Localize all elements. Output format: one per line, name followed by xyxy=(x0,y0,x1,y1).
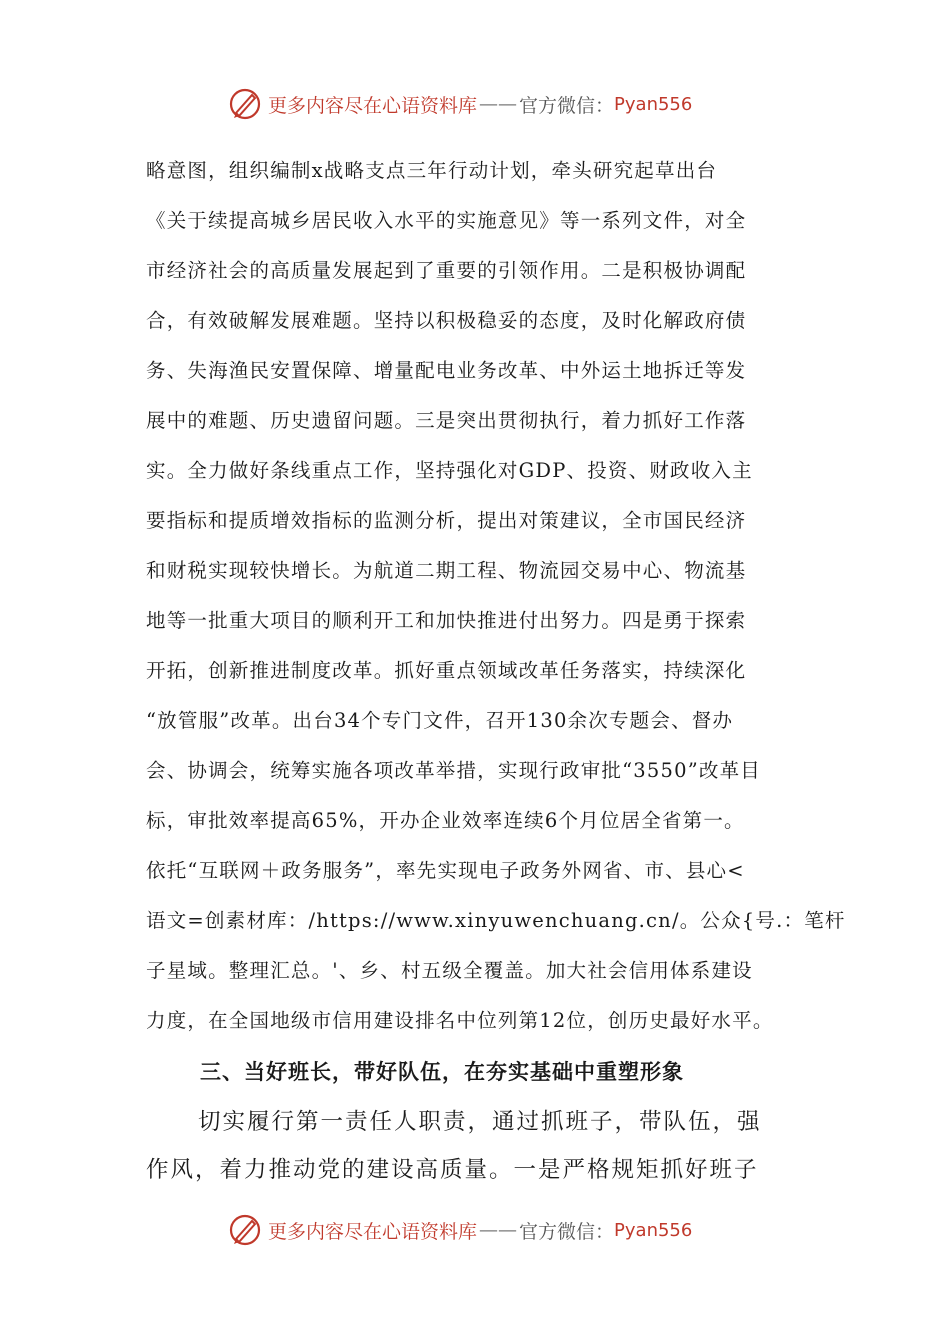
body-line: 语文=创素材库：/https://www.xinyuwenchuang.cn/。公众{号.：笔杆 xyxy=(146,909,846,932)
body-line: “放管服”改革。出台34个专门文件，召开130余次专题会、督办 xyxy=(146,709,734,732)
body-line: 展中的难题、历史遗留问题。三是突出贯彻执行，着力抓好工作落 xyxy=(146,409,747,432)
watermark-handle: Pyan556 xyxy=(614,1219,693,1241)
watermark-separator: —— xyxy=(479,1219,518,1241)
body-line: 和财税实现较快增长。为航道二期工程、物流园交易中心、物流基 xyxy=(146,559,747,582)
body-line: 略意图，组织编制x战略支点三年行动计划，牵头研究起草出台 xyxy=(146,159,718,182)
body-line: 市经济社会的高质量发展起到了重要的引领作用。二是积极协调配 xyxy=(146,259,747,282)
watermark-wechat-label: 官方微信： xyxy=(519,94,615,117)
watermark-text: 更多内容尽在心语资料库 xyxy=(268,1220,478,1243)
watermark-text: 更多内容尽在心语资料库 xyxy=(268,94,478,117)
body-line: 要指标和提质增效指标的监测分析，提出对策建议，全市国民经济 xyxy=(146,509,747,532)
watermark-header xyxy=(228,84,748,124)
watermark-footer xyxy=(228,1210,748,1250)
body-line: 务、失海渔民安置保障、增量配电业务改革、中外运土地拆迁等发 xyxy=(146,359,747,382)
pen-logo-icon xyxy=(228,87,262,121)
body-line: 会、协调会，统筹实施各项改革举措，实现行政审批“3550”改革目 xyxy=(146,759,761,782)
document-body xyxy=(146,146,846,1194)
pen-logo-icon xyxy=(228,1213,262,1247)
section-paragraph-line: 作风，着力推动党的建设高质量。一是严格规矩抓好班子 xyxy=(146,1157,759,1183)
body-line: 地等一批重大项目的顺利开工和加快推进付出努力。四是勇于探索 xyxy=(146,609,747,632)
body-line: 实。全力做好条线重点工作，坚持强化对GDP、投资、财政收入主 xyxy=(146,459,753,482)
watermark-wechat-label: 官方微信： xyxy=(519,1220,615,1243)
body-line: 子星域。整理汇总。'、乡、村五级全覆盖。加大社会信用体系建设 xyxy=(146,959,753,982)
watermark-handle: Pyan556 xyxy=(614,93,693,115)
watermark-separator: —— xyxy=(479,93,518,115)
body-line: 开拓，创新推进制度改革。抓好重点领域改革任务落实，持续深化 xyxy=(146,659,747,682)
body-line: 依托“互联网＋政务服务”，率先实现电子政务外网省、市、县心< xyxy=(146,859,745,882)
section-paragraph-line: 切实履行第一责任人职责，通过抓班子，带队伍，强 xyxy=(198,1109,762,1135)
body-line: 力度，在全国地级市信用建设排名中位列第12位，创历史最好水平。 xyxy=(146,1009,774,1032)
section-heading: 三、当好班长，带好队伍，在夯实基础中重塑形象 xyxy=(200,1060,684,1084)
body-line: 标，审批效率提高65%，开办企业效率连续6个月位居全省第一。 xyxy=(146,809,745,832)
body-line: 《关于续提高城乡居民收入水平的实施意见》等一系列文件，对全 xyxy=(146,209,747,232)
body-line: 合，有效破解发展难题。坚持以积极稳妥的态度，及时化解政府债 xyxy=(146,309,747,332)
